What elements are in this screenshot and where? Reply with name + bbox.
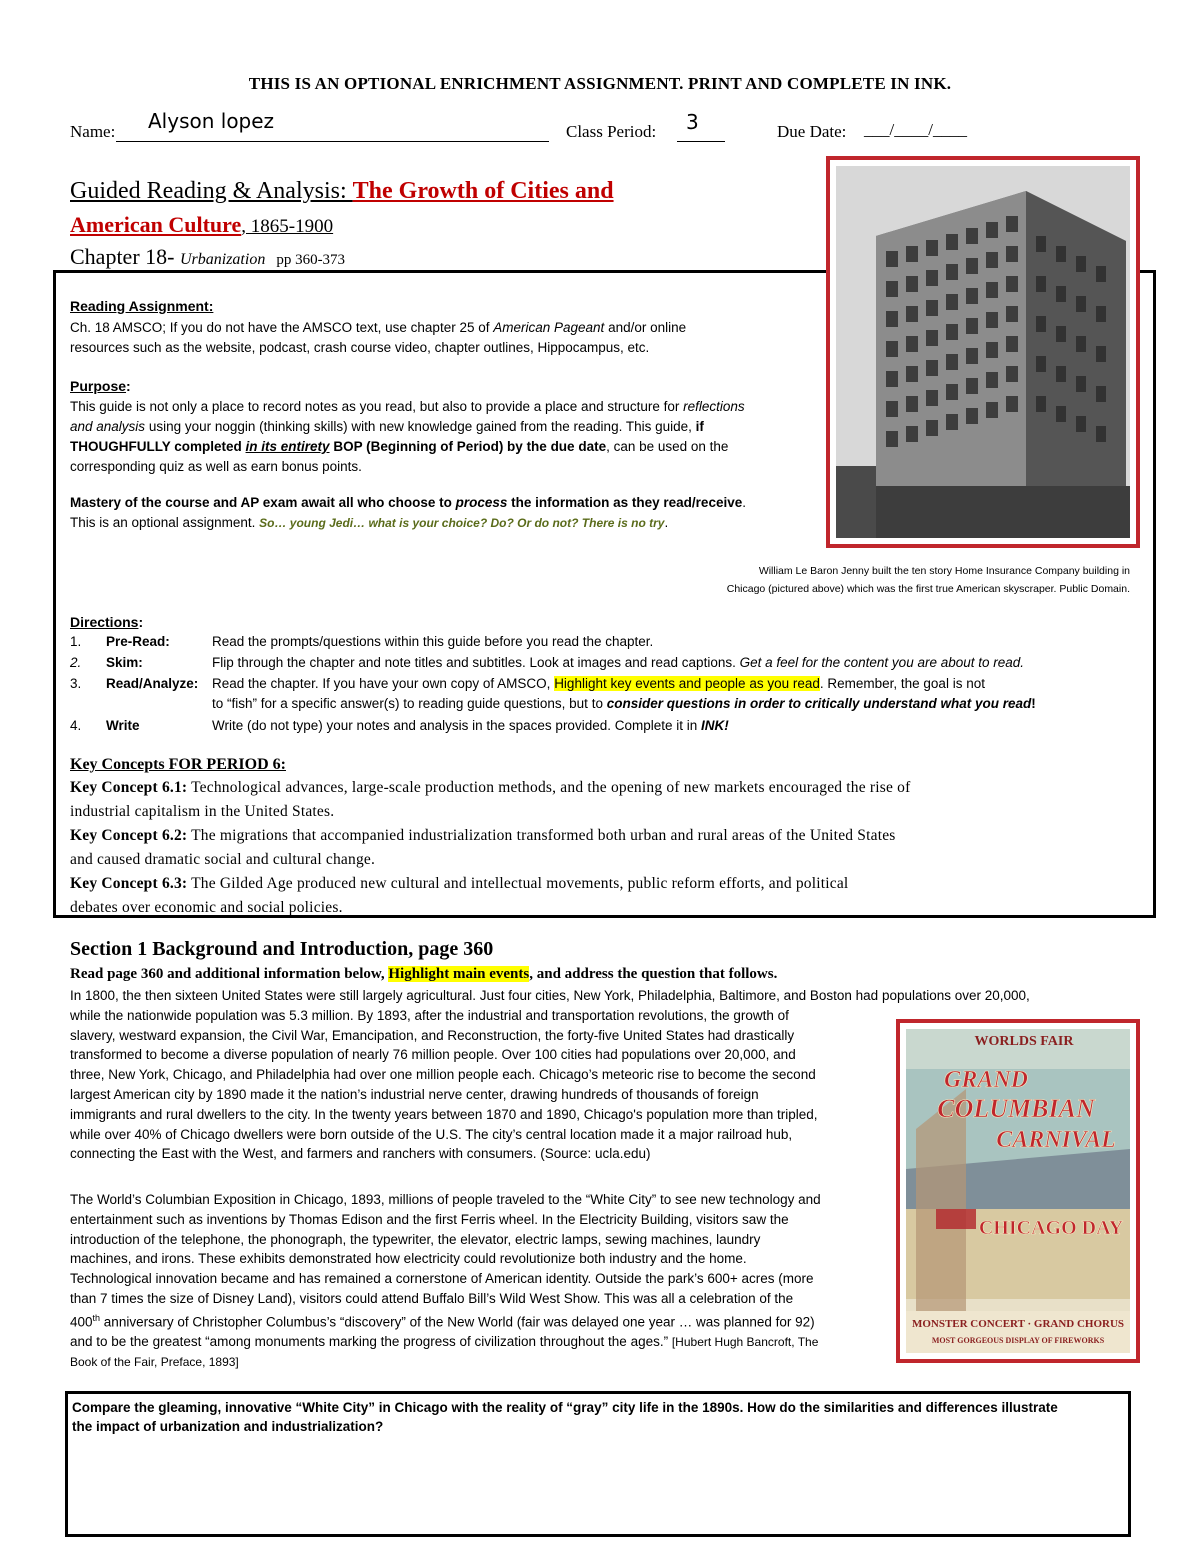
title-topic-b: American Culture	[70, 212, 242, 237]
section1-heading: Section 1 Background and Introduction, page 360	[70, 938, 494, 960]
title-prefix: Guided Reading & Analysis:	[70, 178, 353, 204]
bancroft-quote: and to be the greatest “among monuments marking the progress of civilization throughout the ages.”	[70, 1334, 672, 1350]
direction-item-read-analyze	[70, 674, 985, 694]
reading-line1	[70, 318, 810, 338]
question-line1: Compare the gleaming, innovative “White City” in Chicago with the reality of “gray” city life in the 1890s. How do the similarities and differences illustrate	[72, 1400, 1058, 1415]
purpose-line4: corresponding quiz as well as earn bonus points.	[70, 459, 362, 474]
paragraph-line: while the nationwide population was 5.3 million. By 1893, after the industrial and transportation revolutions, the growth of	[70, 1007, 789, 1023]
guide-title	[70, 178, 614, 205]
photo-caption-line2: Chicago (pictured above) which was the first true American skyscraper. Public Domain.	[726, 583, 1130, 595]
direction-extra: INK!	[701, 718, 729, 733]
paragraph-line: introduction of the telephone, the phonograph, the typewriter, the elevator, electric lamps, sewing machines, laundry	[70, 1231, 761, 1247]
paragraph-line: immigrants and rural dwellers to the city. In the twenty years between 1870 and 1890, Chicago's population more than tripled,	[70, 1106, 818, 1122]
reading-line1-a: Ch. 18 AMSCO; If you do not have the AMSCO text, use chapter 25 of	[70, 320, 494, 335]
paragraph-line: connecting the East with the West, and farmers and ranchers with consumers. (Source: ucla.edu)	[70, 1146, 651, 1162]
poster-carnival: CARNIVAL	[996, 1127, 1116, 1153]
purpose-l2-b: using your noggin (thinking skills) with new knowledge gained from the reading. This guide,	[145, 419, 696, 434]
key-concept-text: The migrations that accompanied industrialization transformed both urban and rural areas of the United States	[187, 827, 896, 844]
direction-text: Read the prompts/questions within this guide before you read the chapter.	[212, 634, 654, 649]
reading-assignment-heading: Reading Assignment:	[70, 298, 214, 314]
compare-question	[72, 1398, 1058, 1436]
direction-num: 3.	[70, 676, 82, 691]
direction-text: Flip through the chapter and note titles and subtitles. Look at images and read captions.	[212, 655, 740, 670]
photo-caption	[700, 562, 1130, 598]
direction-extra: Get a feel for the content you are about to read.	[739, 655, 1025, 670]
name-label: Name:	[70, 122, 116, 141]
key-concept-6-2-cont: and caused dramatic social and cultural change.	[70, 851, 376, 868]
worlds-fair-poster-frame	[896, 1019, 1140, 1363]
section1-instr-b: , and address the question that follows.	[529, 966, 778, 982]
key-concept-6-3	[70, 872, 1150, 896]
assignment-banner: THIS IS AN OPTIONAL ENRICHMENT ASSIGNMENT. PRINT AND COMPLETE IN INK.	[248, 74, 952, 93]
direction-term: Read/Analyze:	[106, 676, 199, 691]
paragraph-line: In 1800, the then sixteen United States were still largely agricultural. Just four cities, New York, Philadelphia, Baltimore, and Boston had populations over 20,000,	[70, 988, 1030, 1003]
bancroft-citation-cont: Book of the Fair, Preface, 1893]	[70, 1354, 239, 1369]
paragraph-line: while over 40% of Chicago dwellers were born outside of the U.S. The city’s central location made it a major railroad hub,	[70, 1126, 793, 1142]
mastery-line	[70, 493, 820, 513]
reading-line1-book: American Pageant	[493, 320, 605, 335]
anniversary-text: anniversary of Christopher Columbus’s “discovery” of the New World (fair was delayed one year … was planned for 92)	[100, 1314, 815, 1330]
optional-c: .	[664, 515, 669, 530]
purpose-line2	[70, 417, 820, 437]
chapter-title	[70, 244, 345, 270]
class-period-value: 3	[686, 110, 699, 134]
key-concepts-heading: Key Concepts FOR PERIOD 6:	[70, 756, 286, 773]
poster-worlds-fair: WORLDS FAIR	[974, 1034, 1074, 1049]
section1-paragraph2	[70, 1190, 821, 1373]
key-concept-6-1-cont: industrial capitalism in the United States.	[70, 803, 335, 820]
direction-item-read-analyze-cont	[212, 694, 1036, 714]
direction-cont-c: !	[1031, 696, 1036, 711]
direction-term: Skim:	[106, 655, 143, 670]
paragraph-line: entertainment such as inventions by Thomas Edison and the first Ferris wheel. In the Electricity Building, visitors saw the	[70, 1211, 789, 1227]
mastery-a: Mastery of the course and AP exam await all who choose to	[70, 495, 456, 510]
class-period-label: Class Period:	[566, 122, 657, 141]
directions-heading-text: Directions	[70, 614, 139, 630]
direction-item-pre-read	[70, 632, 653, 652]
optional-line	[70, 513, 820, 533]
purpose-text	[70, 397, 820, 477]
paragraph-line: Technological innovation became and has remained a cornerstone of American identity. Outside the park’s 600+ acres (more	[70, 1271, 814, 1287]
worlds-fair-poster-art	[906, 1029, 1130, 1353]
direction-item-write	[70, 716, 729, 736]
photo-caption-line1: William Le Baron Jenny built the ten story Home Insurance Company building in	[758, 565, 1130, 577]
poster-grand: GRAND	[943, 1067, 1029, 1093]
key-concept-6-2	[70, 824, 1150, 848]
direction-num: 4.	[70, 718, 82, 733]
paragraph-line	[70, 1309, 821, 1332]
paragraph-line	[70, 1332, 821, 1353]
paragraph-line: slavery, westward expansion, the Civil War, Emancipation, and Reconstruction, the forty-five United States had drastically	[70, 1027, 795, 1043]
mastery-text	[70, 493, 820, 533]
paragraph-line: machines, and irons. These exhibits demonstrated how electricity could revolutionize both industry and the home.	[70, 1251, 747, 1267]
purpose-l3-a: THOUGHFULLY completed	[70, 439, 246, 454]
reading-assignment-text	[70, 318, 810, 358]
key-concept-6-1	[70, 776, 1150, 800]
optional-a: This is an optional assignment.	[70, 515, 260, 530]
direction-item-skim	[70, 653, 1024, 673]
section1-instructions	[70, 966, 777, 983]
reading-line1-c: and/or online	[604, 320, 687, 335]
paragraph-line: transformed to become a diverse population of nearly 76 million people. Over 100 cities had populations over 20,000, and	[70, 1047, 796, 1063]
anniversary-number: 400	[70, 1314, 93, 1330]
skyscraper-photo	[836, 166, 1130, 538]
directions-heading	[70, 612, 143, 632]
answer-box[interactable]	[65, 1391, 1131, 1537]
due-date-field[interactable]: ___/____/____	[864, 120, 967, 139]
name-value: Alyson lopez	[148, 109, 275, 133]
poster-chicago-day: CHICAGO DAY	[978, 1217, 1124, 1239]
key-concept-label: Key Concept 6.2:	[70, 827, 188, 844]
purpose-l2-c: if	[695, 419, 704, 434]
purpose-l1-a: This guide is not only a place to record notes as you read, but also to provide a place and structure for	[70, 399, 684, 414]
key-concept-text: The Gilded Age produced new cultural and intellectual movements, public reform efforts, and political	[187, 875, 849, 892]
direction-term: Pre-Read:	[106, 634, 170, 649]
purpose-line3	[70, 437, 820, 457]
mastery-c: the information as they read/receive	[507, 495, 743, 510]
section1-instr-a: Read page 360 and additional information below,	[70, 966, 389, 982]
key-concept-label: Key Concept 6.3:	[70, 875, 188, 892]
worlds-fair-poster	[906, 1029, 1130, 1353]
direction-after: . Remember, the goal is not	[819, 676, 985, 691]
reading-line2: resources such as the website, podcast, crash course video, chapter outlines, Hippocampus, etc.	[70, 340, 650, 355]
purpose-l3-d: , can be used on the	[606, 439, 729, 454]
paragraph-line: than 7 times the size of Disney Land), visitors could attend Buffalo Bill’s Wild West Show. This was all a celebration of the	[70, 1290, 794, 1306]
skyscraper-illustration	[836, 166, 1130, 538]
purpose-heading-text: Purpose	[70, 378, 127, 394]
direction-cont-a: to “fish” for a specific answer(s) to reading guide questions, but to	[212, 696, 607, 711]
section1-paragraph1	[70, 986, 1030, 1164]
purpose-l2-a: and analysis	[70, 419, 146, 434]
purpose-l3-b: in its entirety	[245, 439, 330, 454]
direction-term: Write	[106, 718, 140, 733]
key-concept-label: Key Concept 6.1:	[70, 779, 188, 796]
skyscraper-photo-frame	[826, 156, 1140, 548]
purpose-line1	[70, 397, 820, 417]
direction-num: 1.	[70, 634, 82, 649]
key-concept-6-3-cont: debates over economic and social policies.	[70, 899, 343, 916]
poster-concert: MONSTER CONCERT · GRAND CHORUS	[911, 1318, 1125, 1330]
title-topic-a: The Growth of Cities and	[352, 178, 614, 204]
mastery-b: process	[455, 495, 508, 510]
guide-title-line2	[70, 212, 333, 238]
direction-cont-b: consider questions in order to critically understand what you read	[606, 696, 1032, 711]
directions-colon: :	[138, 614, 144, 630]
direction-text: Read the chapter. If you have your own copy of AMSCO,	[212, 676, 555, 691]
mastery-d: .	[742, 495, 746, 510]
due-date-label: Due Date:	[777, 122, 847, 141]
key-concepts-list	[70, 776, 1150, 920]
anniversary-suffix: th	[92, 1312, 101, 1323]
bancroft-citation: [Hubert Hugh Bancroft, The	[671, 1335, 819, 1350]
paragraph-line: The World’s Columbian Exposition in Chicago, 1893, millions of people traveled to the “White City” to see new technology and	[70, 1192, 821, 1207]
jedi-quote: So… young Jedi… what is your choice? Do? Or do not? There is no try	[259, 516, 665, 530]
poster-fireworks: MOST GORGEOUS DISPLAY OF FIREWORKS	[931, 1336, 1105, 1345]
paragraph-line: largest American city by 1890 made it the nation’s industrial nerve center, drawing hundreds of thousands of foreign	[70, 1086, 759, 1102]
poster-columbian: COLUMBIAN	[937, 1094, 1095, 1123]
chapter-label: Chapter 18-	[70, 244, 180, 269]
purpose-l3-c: BOP (Beginning of Period) by the due date	[329, 439, 607, 454]
section1-instr-highlight: Highlight main events	[388, 966, 530, 982]
question-line2: the impact of urbanization and industrialization?	[72, 1419, 384, 1434]
chapter-pages: pp 360-373	[276, 252, 346, 268]
direction-highlight: Highlight key events and people as you read	[554, 676, 820, 691]
purpose-heading	[70, 376, 131, 396]
direction-num: 2.	[70, 655, 82, 670]
purpose-l1-b: reflections	[683, 399, 745, 414]
chapter-name: Urbanization	[179, 251, 266, 268]
title-years: , 1865-1900	[241, 216, 334, 237]
key-concept-text: Technological advances, large-scale production methods, and the opening of new markets encouraged the rise of	[187, 779, 911, 796]
paragraph-line: three, New York, Chicago, and Philadelphia had over one million people each. Chicago’s meteoric rise to become the second	[70, 1067, 816, 1083]
purpose-colon: :	[126, 378, 131, 394]
class-period-field[interactable]	[677, 124, 725, 142]
direction-text: Write (do not type) your notes and analysis in the spaces provided. Complete it in	[212, 718, 702, 733]
